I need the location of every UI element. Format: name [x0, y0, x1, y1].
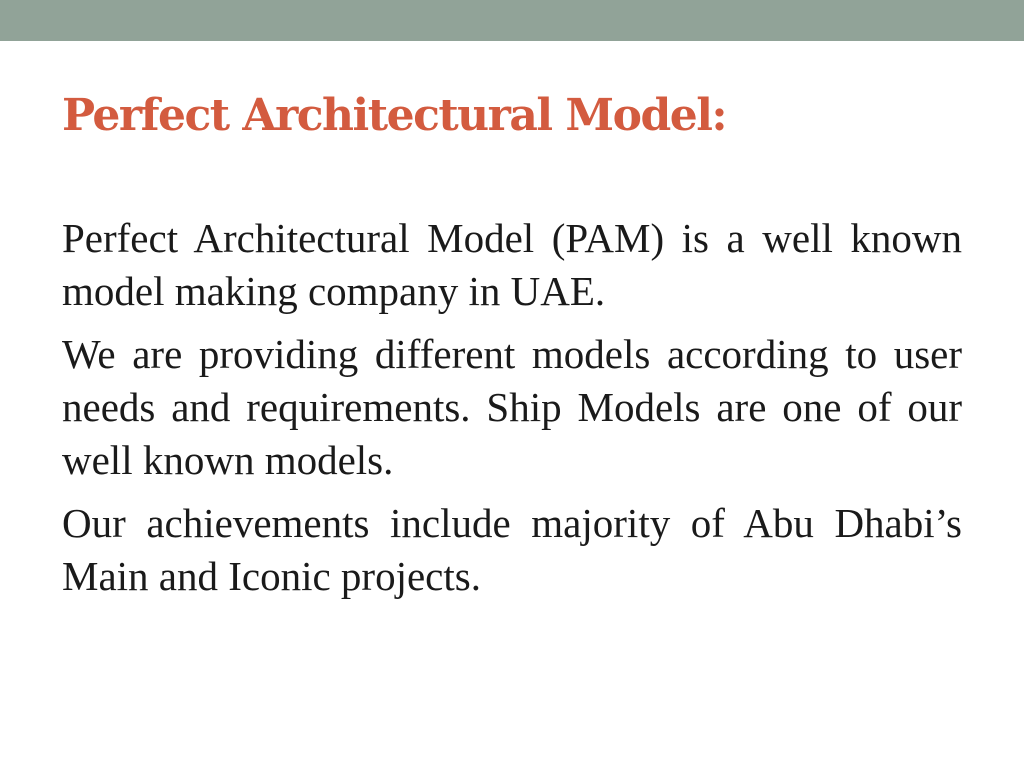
slide-body [62, 212, 962, 613]
slide-title: Perfect Architectural Model: [62, 90, 727, 141]
body-paragraph-2: We are providing different models according to user needs and requirements. Ship Models are one of our well known models. [62, 331, 962, 483]
body-paragraph-1: Perfect Architectural Model (PAM) is a well known model making company in UAE. [62, 215, 962, 314]
top-accent-band [0, 0, 1024, 41]
body-paragraph-3: Our achievements include majority of Abu Dhabi’s Main and Iconic projects. [62, 500, 962, 599]
